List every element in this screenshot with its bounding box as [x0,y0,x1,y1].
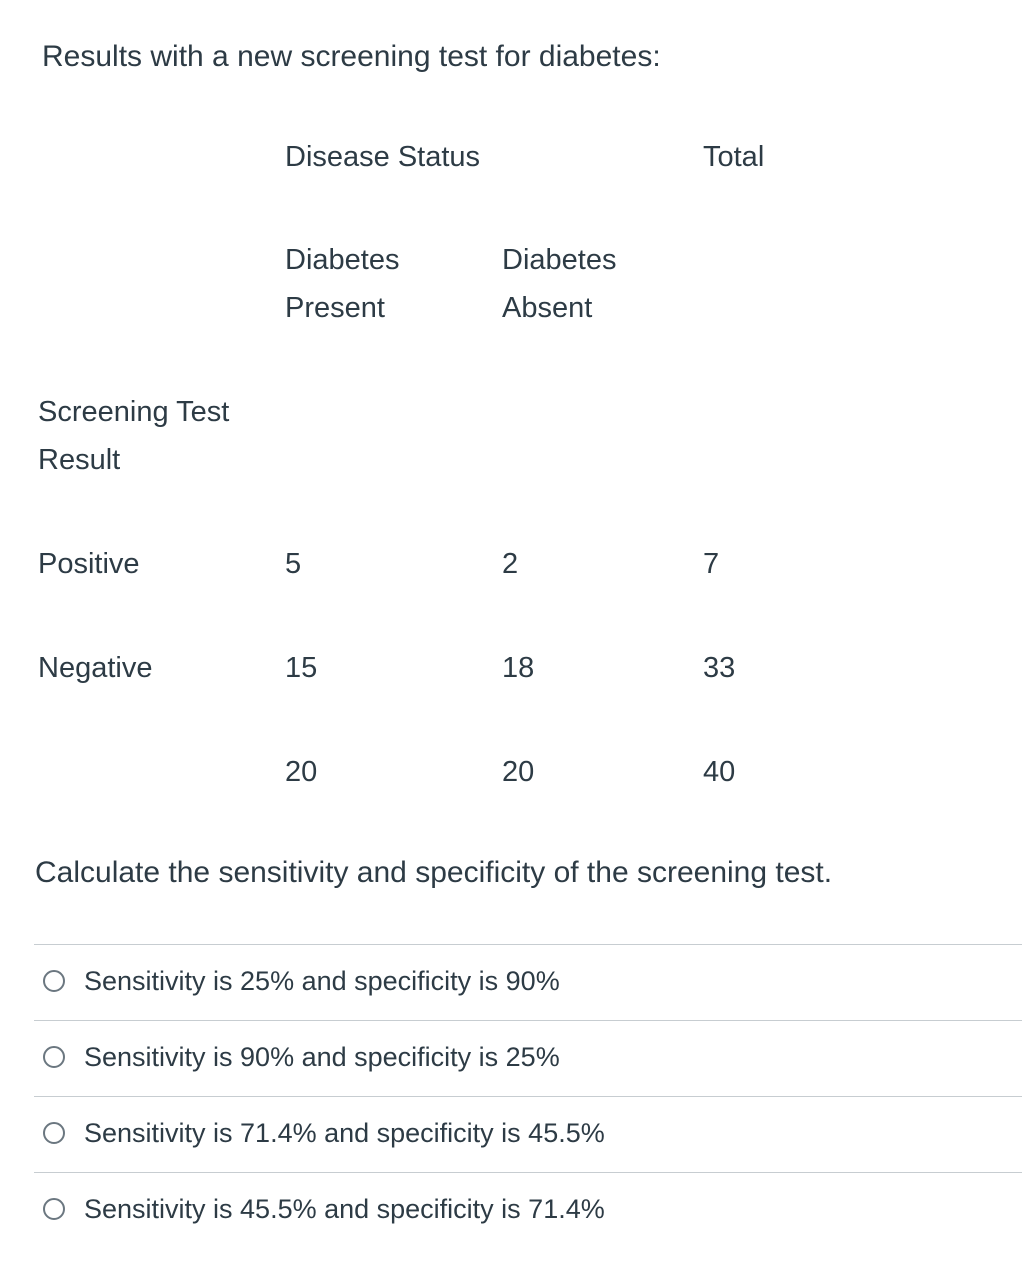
cell-positive-total: 7 [703,548,720,580]
answer-label[interactable]: Sensitivity is 25% and specificity is 90% [84,966,560,996]
cell-negative-absent: 18 [502,652,535,684]
cell-positive-absent: 2 [502,548,519,580]
col-absent-line1: Diabetes [502,244,617,276]
col-present-line2: Present [285,292,385,324]
header-total: Total [703,141,765,173]
answer-option[interactable] [34,1172,1022,1248]
cell-negative-total: 33 [703,652,736,684]
answer-option[interactable] [34,1020,1022,1096]
answer-label[interactable]: Sensitivity is 90% and specificity is 25% [84,1042,560,1072]
cell-total-absent: 20 [502,756,535,788]
row-header-line2: Result [38,444,121,476]
cell-grand-total: 40 [703,756,736,788]
question-text: Calculate the sensitivity and specificity of the screening test. [35,856,833,889]
intro-text: Results with a new screening test for diabetes: [42,40,661,73]
answer-option[interactable] [34,944,1022,1020]
answer-option[interactable] [34,1096,1022,1172]
row-header-line1: Screening Test [38,396,230,428]
col-absent-line2: Absent [502,292,593,324]
radio-button[interactable] [43,1122,65,1144]
cell-positive-present: 5 [285,548,302,580]
answer-list [34,944,1022,1248]
cell-total-present: 20 [285,756,318,788]
answer-label[interactable]: Sensitivity is 71.4% and specificity is 45.5% [84,1118,605,1148]
row-label-positive: Positive [38,548,140,580]
row-label-negative: Negative [38,652,153,684]
header-disease-status: Disease Status [285,141,481,173]
radio-button[interactable] [43,1046,65,1068]
radio-button[interactable] [43,970,65,992]
radio-button[interactable] [43,1198,65,1220]
cell-negative-present: 15 [285,652,318,684]
answer-label[interactable]: Sensitivity is 45.5% and specificity is 71.4% [84,1194,605,1224]
col-present-line1: Diabetes [285,244,400,276]
